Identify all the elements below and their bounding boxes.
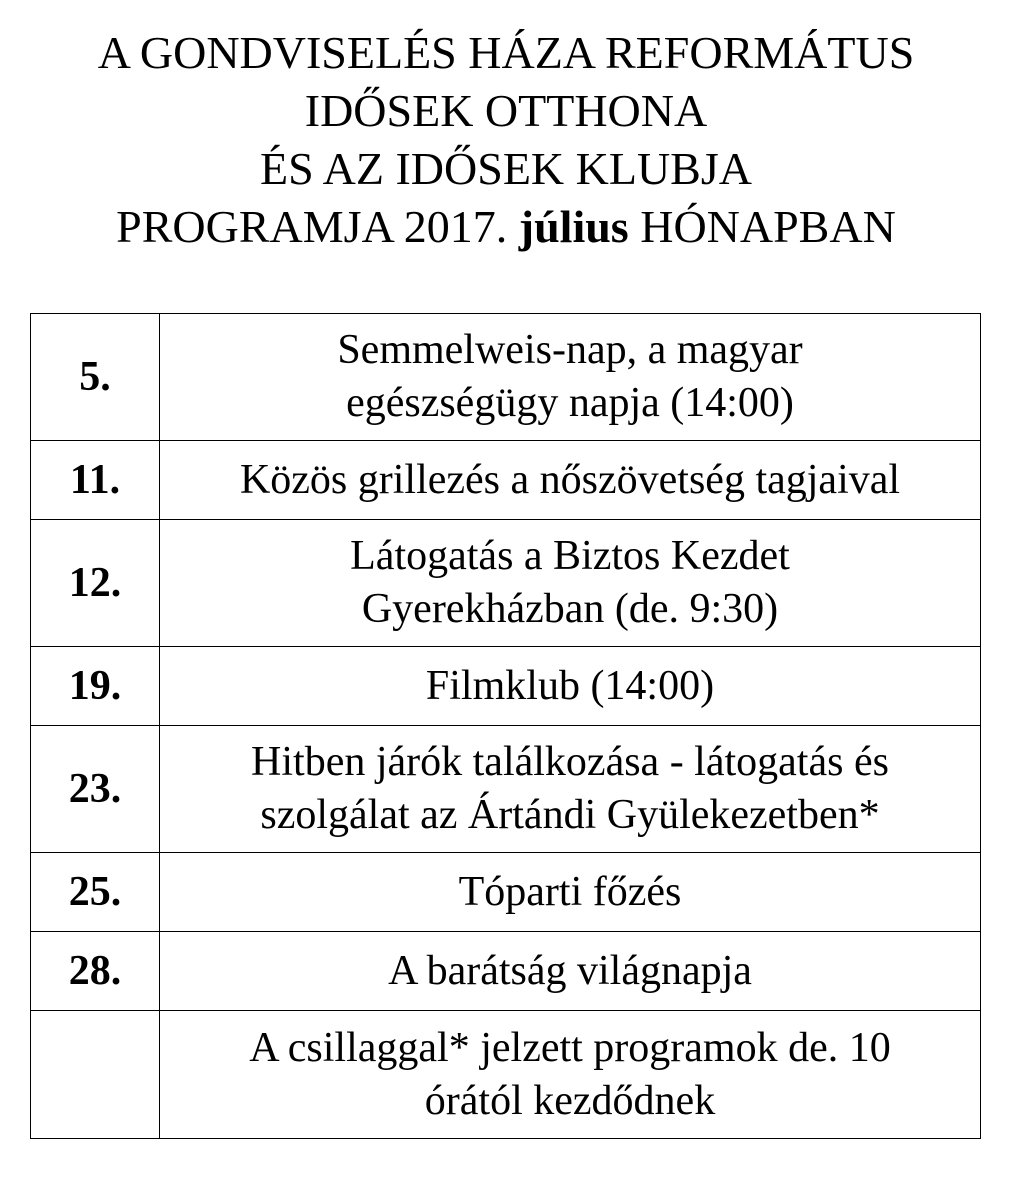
title-month-suffix: HÓNAPBAN [640,201,896,252]
day-cell: 23. [31,726,160,853]
event-text-line: Tóparti főzés [458,868,682,915]
event-text-line: A barátság világnapja [388,947,752,994]
title-line-1: A GONDVISELÉS HÁZA REFORMÁTUS [97,27,915,78]
title-month: július [518,201,629,252]
table-row [31,647,981,726]
event-text-line: Hitben járók találkozása - látogatás és [251,739,889,785]
event-cell [160,1011,981,1139]
table-row [31,441,981,520]
day-cell: 28. [31,932,160,1011]
event-cell [160,647,981,726]
event-text-line: Látogatás a Biztos Kezdet [350,533,790,579]
table-row [31,726,981,853]
event-cell [160,853,981,932]
event-text-line: A csillaggal* jelzett programok de. 10 [249,1024,891,1071]
event-text-line: Semmelweis-nap, a magyar [337,327,803,373]
day-cell: 12. [31,520,160,647]
table-row [31,314,981,441]
event-cell [160,520,981,647]
event-cell [160,932,981,1011]
table-row [31,520,981,647]
event-text-line: órától kezdődnek [424,1077,716,1124]
event-text-line: egészségügy napja (14:00) [346,380,794,426]
table-row [31,1011,981,1139]
day-cell [31,1011,160,1139]
event-text-line: Gyerekházban (de. 9:30) [361,586,779,632]
table-row [31,932,981,1011]
title-line-2: IDŐSEK OTTHONA [304,85,708,136]
event-cell [160,726,981,853]
title-line-4 [0,198,1012,256]
event-text-line: Közös grillezés a nőszövetség tagjaival [239,456,901,503]
day-cell: 5. [31,314,160,441]
document-title [0,24,1012,256]
event-text-line: Filmklub (14:00) [425,662,715,709]
table-row [31,853,981,932]
title-line-3: ÉS AZ IDŐSEK KLUBJA [260,143,752,194]
event-cell [160,441,981,520]
event-cell [160,314,981,441]
title-year-text: PROGRAMJA 2017. [116,201,508,252]
day-cell: 25. [31,853,160,932]
program-table [30,313,981,1139]
day-cell: 11. [31,441,160,520]
day-cell: 19. [31,647,160,726]
event-text-line: szolgálat az Ártándi Gyülekezetben* [260,792,880,838]
